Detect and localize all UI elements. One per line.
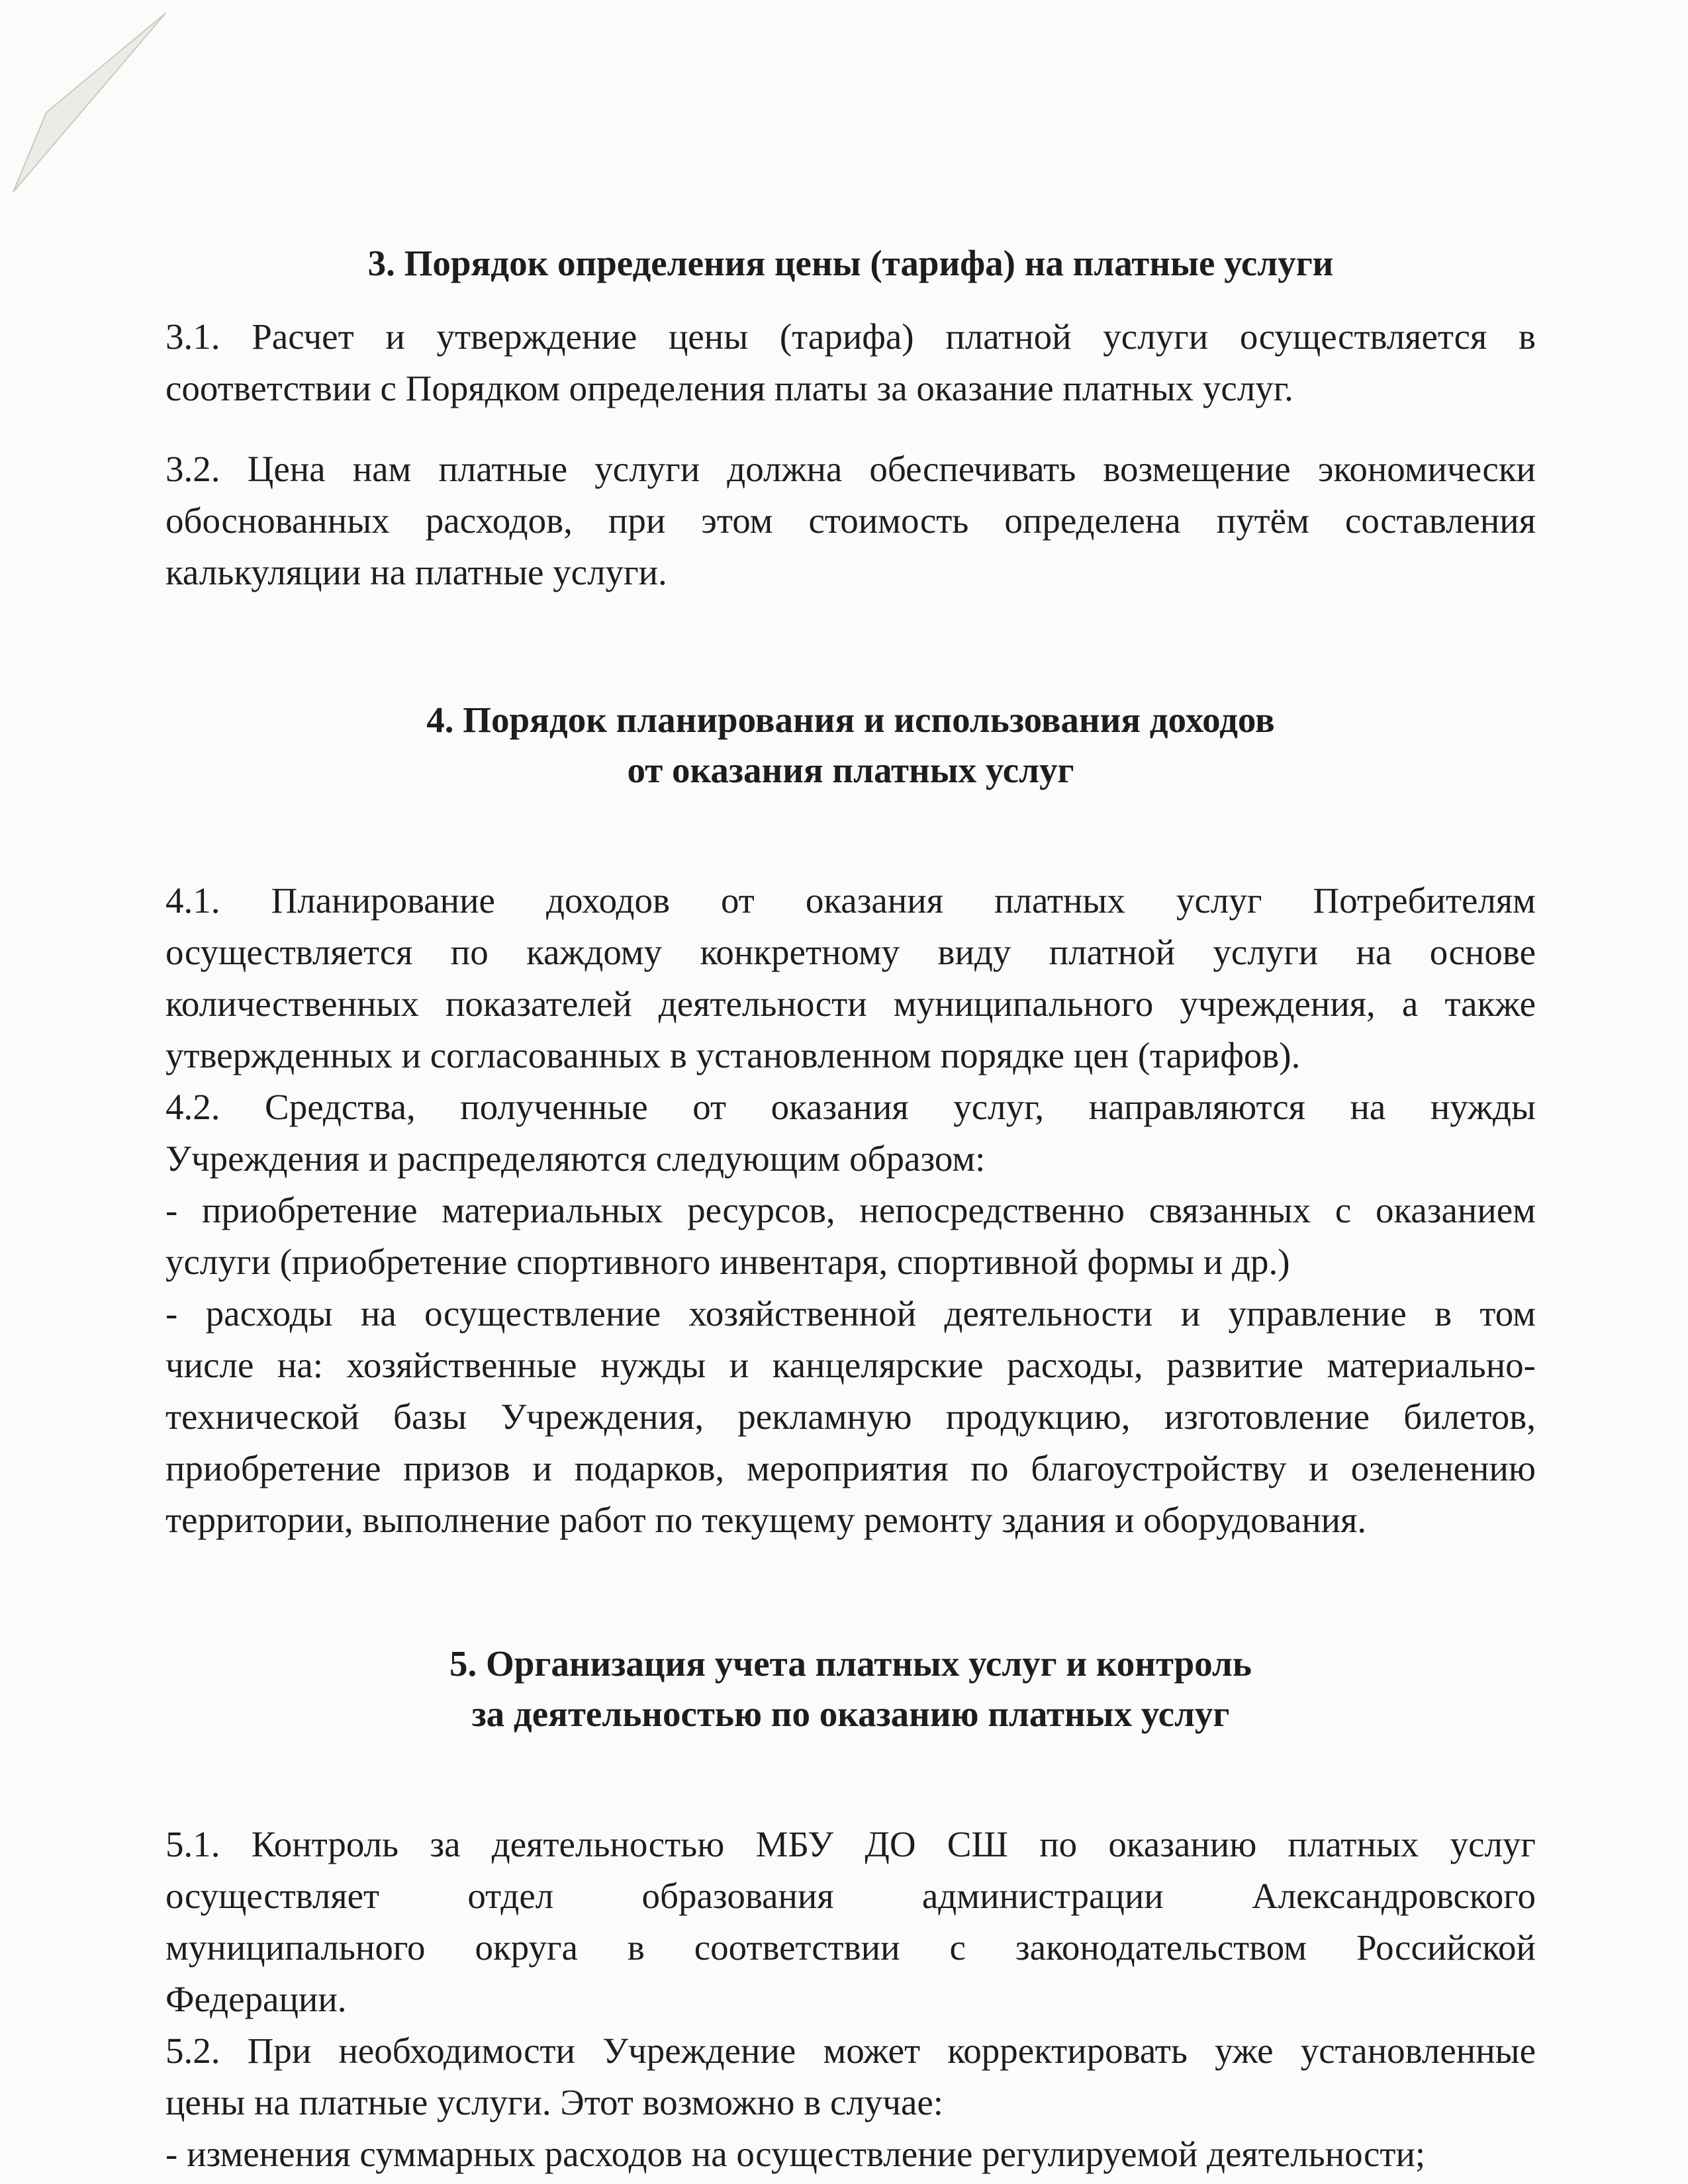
text-line: технической базы Учреждения, рекламную продукцию, изготовление билетов, [165,1396,1536,1437]
page-corner-fold [0,0,199,199]
text-line: обоснованных расходов, при этом стоимость определена путём составления [165,500,1536,541]
heading-line: за деятельностью по оказанию платных услуг [471,1694,1230,1734]
text-line: осуществляет отдел образования администрации Александровского [165,1876,1536,1916]
text-line: - приобретение материальных ресурсов, непосредственно связанных с оказанием [165,1190,1536,1230]
text-line: цены на платные услуги. Этот возможно в случае: [165,2082,944,2122]
text-line: 5.1. Контроль за деятельностью МБУ ДО СШ по оказанию платных услуг [165,1824,1536,1864]
text-line: 3.2. Цена нам платные услуги должна обеспечивать возмещение экономически [165,449,1536,489]
section-4-heading [165,695,1536,796]
paragraph-3-1 [165,311,1536,414]
paragraph-3-2 [165,443,1536,598]
text-line: утвержденных и согласованных в установленном порядке цен (тарифов). [165,1035,1301,1075]
text-line: 4.1. Планирование доходов от оказания платных услуг Потребителям [165,880,1536,921]
section-4-text [165,875,1536,1546]
text-line: услуги (приобретение спортивного инвентаря, спортивной формы и др.) [165,1242,1290,1282]
heading-line: 4. Порядок планирования и использования доходов [426,700,1275,740]
text-line: Учреждения и распределяются следующим образом: [165,1138,986,1179]
text-line: приобретение призов и подарков, мероприятия по благоустройству и озеленению [165,1448,1536,1488]
text-line: количественных показателей деятельности муниципального учреждения, а также [165,983,1536,1024]
section-3-heading: 3. Порядок определения цены (тарифа) на платные услуги [367,243,1334,283]
text-line: муниципального округа в соответствии с законодательством Российской [165,1927,1536,1968]
text-line: числе на: хозяйственные нужды и канцелярские расходы, развитие материально- [165,1345,1536,1385]
text-line: Федерации. [165,1979,347,2019]
heading-line: 5. Организация учета платных услуг и контроль [449,1643,1252,1684]
text-line: 4.2. Средства, полученные от оказания услуг, направляются на нужды [165,1087,1536,1127]
document-body [165,238,1536,2180]
text-line: - изменения суммарных расходов на осуществление регулируемой деятельности; [165,2134,1426,2174]
section-5-heading [165,1639,1536,1739]
text-line: калькуляции на платные услуги. [165,552,667,592]
section-5-text [165,1819,1536,2180]
text-line: осуществляется по каждому конкретному виду платной услуги на основе [165,932,1536,972]
text-line: 3.1. Расчет и утверждение цены (тарифа) платной услуги осуществляется в [165,316,1536,357]
text-line: соответствии с Порядком определения платы за оказание платных услуг. [165,368,1293,408]
text-line: 5.2. При необходимости Учреждение может корректировать уже установленные [165,2030,1536,2071]
text-line: территории, выполнение работ по текущему ремонту здания и оборудования. [165,1500,1367,1540]
heading-line: от оказания платных услуг [627,750,1074,790]
text-line: - расходы на осуществление хозяйственной деятельности и управление в том [165,1293,1536,1334]
